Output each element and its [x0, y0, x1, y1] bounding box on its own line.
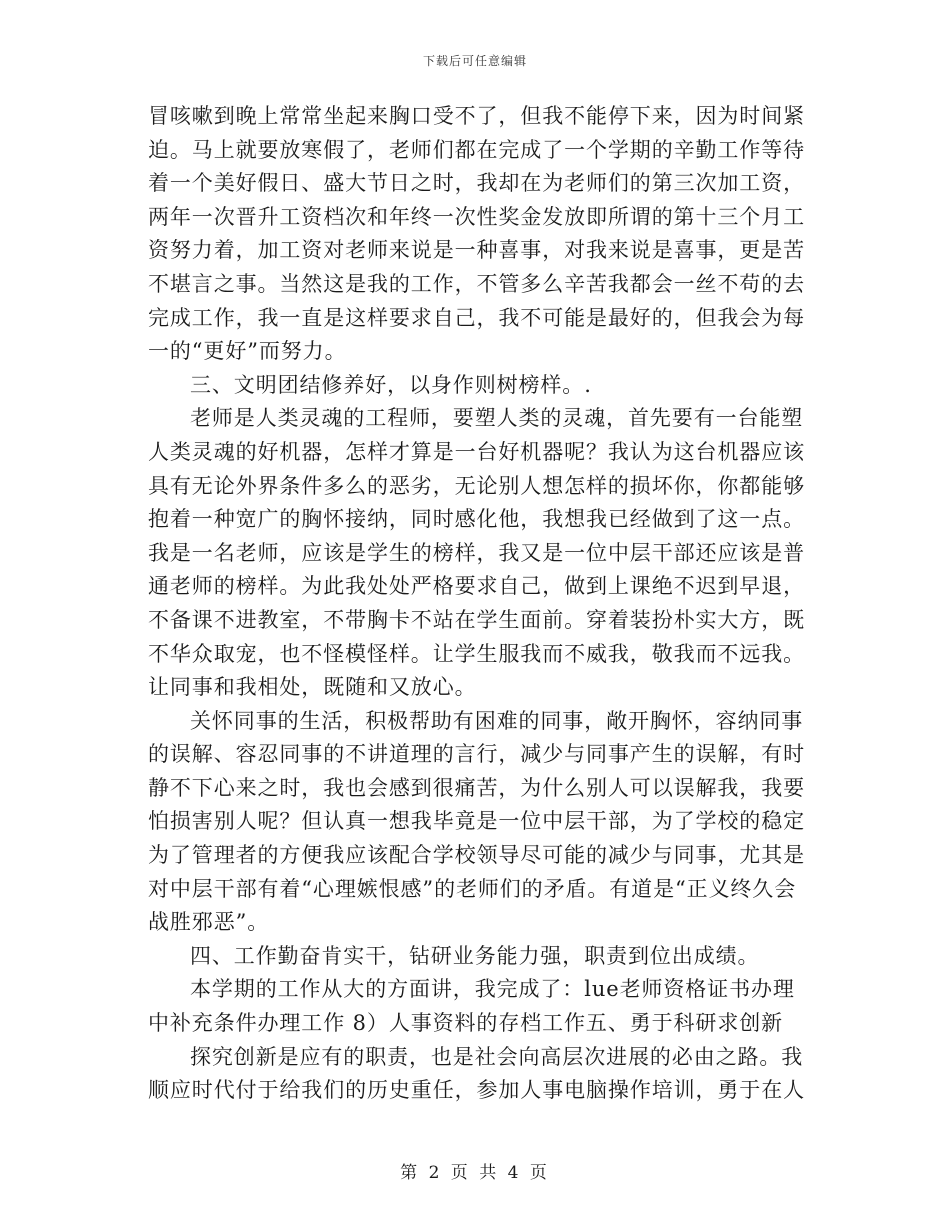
- paragraph-innovation: 探究创新是应有的职责，也是社会向高层次进展的必由之路。我顺应时代付于给我们的历史重任，参加人事电脑操作培训，勇于在人: [148, 1044, 805, 1103]
- section-heading-3: 三、文明团结修养好，以身作则树榜样。.: [190, 372, 592, 397]
- paragraph-continuation: 冒咳嗽到晚上常常坐起来胸口受不了，但我不能停下来，因为时间紧迫。马上就要放寒假了，老师们都在完成了一个学期的辛勤工作等待着一个美好假日、盛大节日之时，我却在为老师们的第三次加工资，两年一次晋升工资档次和年终一次性奖金发放即所谓的第十三个月工资努力着，加工资对老师来说是一种喜事，对我来说是喜事，更是苦不堪言之事。当然这是我的工作，不管多么辛苦我都会一丝不苟的去完成工作，我一直是这样要求自己，我不可能是最好的，但我会为每一的“更好”而努力。: [148, 104, 805, 364]
- page-header: 下载后可任意编辑: [422, 54, 527, 68]
- document-body: [148, 100, 808, 1108]
- section-heading-4: 四、工作勤奋肯实干，钻研业务能力强，职责到位出成绩。: [190, 943, 760, 968]
- paragraph-role-model: 老师是人类灵魂的工程师，要塑人类的灵魂，首先要有一台能塑人类灵魂的好机器，怎样才算是一台好机器呢？我认为这台机器应该具有无论外界条件多么的恶劣，无论别人想怎样的损坏你，你都能够抱着一种宽广的胸怀接纳，同时感化他，我想我已经做到了这一点。我是一名老师，应该是学生的榜样，我又是一位中层干部还应该是普通老师的榜样。为此我处处严格要求自己，做到上课绝不迟到早退，不备课不进教室，不带胸卡不站在学生面前。穿着装扮朴实大方，既不华众取宠，也不怪模怪样。让学生服我而不威我，敬我而不远我。让同事和我相处，既随和又放心。: [148, 406, 805, 700]
- paragraph-semester-work: 本学期的工作从大的方面讲，我完成了：lue老师资格证书办理中补充条件办理工作 8）人事资料的存档工作五、勇于科研求创新: [148, 977, 795, 1036]
- paragraph-colleagues: 关怀同事的生活，积极帮助有困难的同事，敞开胸怀，容纳同事的误解、容忍同事的不讲道理的言行，减少与同事产生的误解，有时静不下心来之时，我也会感到很痛苦，为什么别人可以误解我，我要怕损害别人呢？但认真一想我毕竟是一位中层干部，为了学校的稳定为了管理者的方便我应该配合学校领导尽可能的减少与同事，尤其是对中层干部有着“心理嫉恨感”的老师们的矛盾。有道是“正义终久会战胜邪恶”。: [148, 708, 805, 935]
- page-footer: 第 2 页 共 4 页: [400, 1163, 550, 1183]
